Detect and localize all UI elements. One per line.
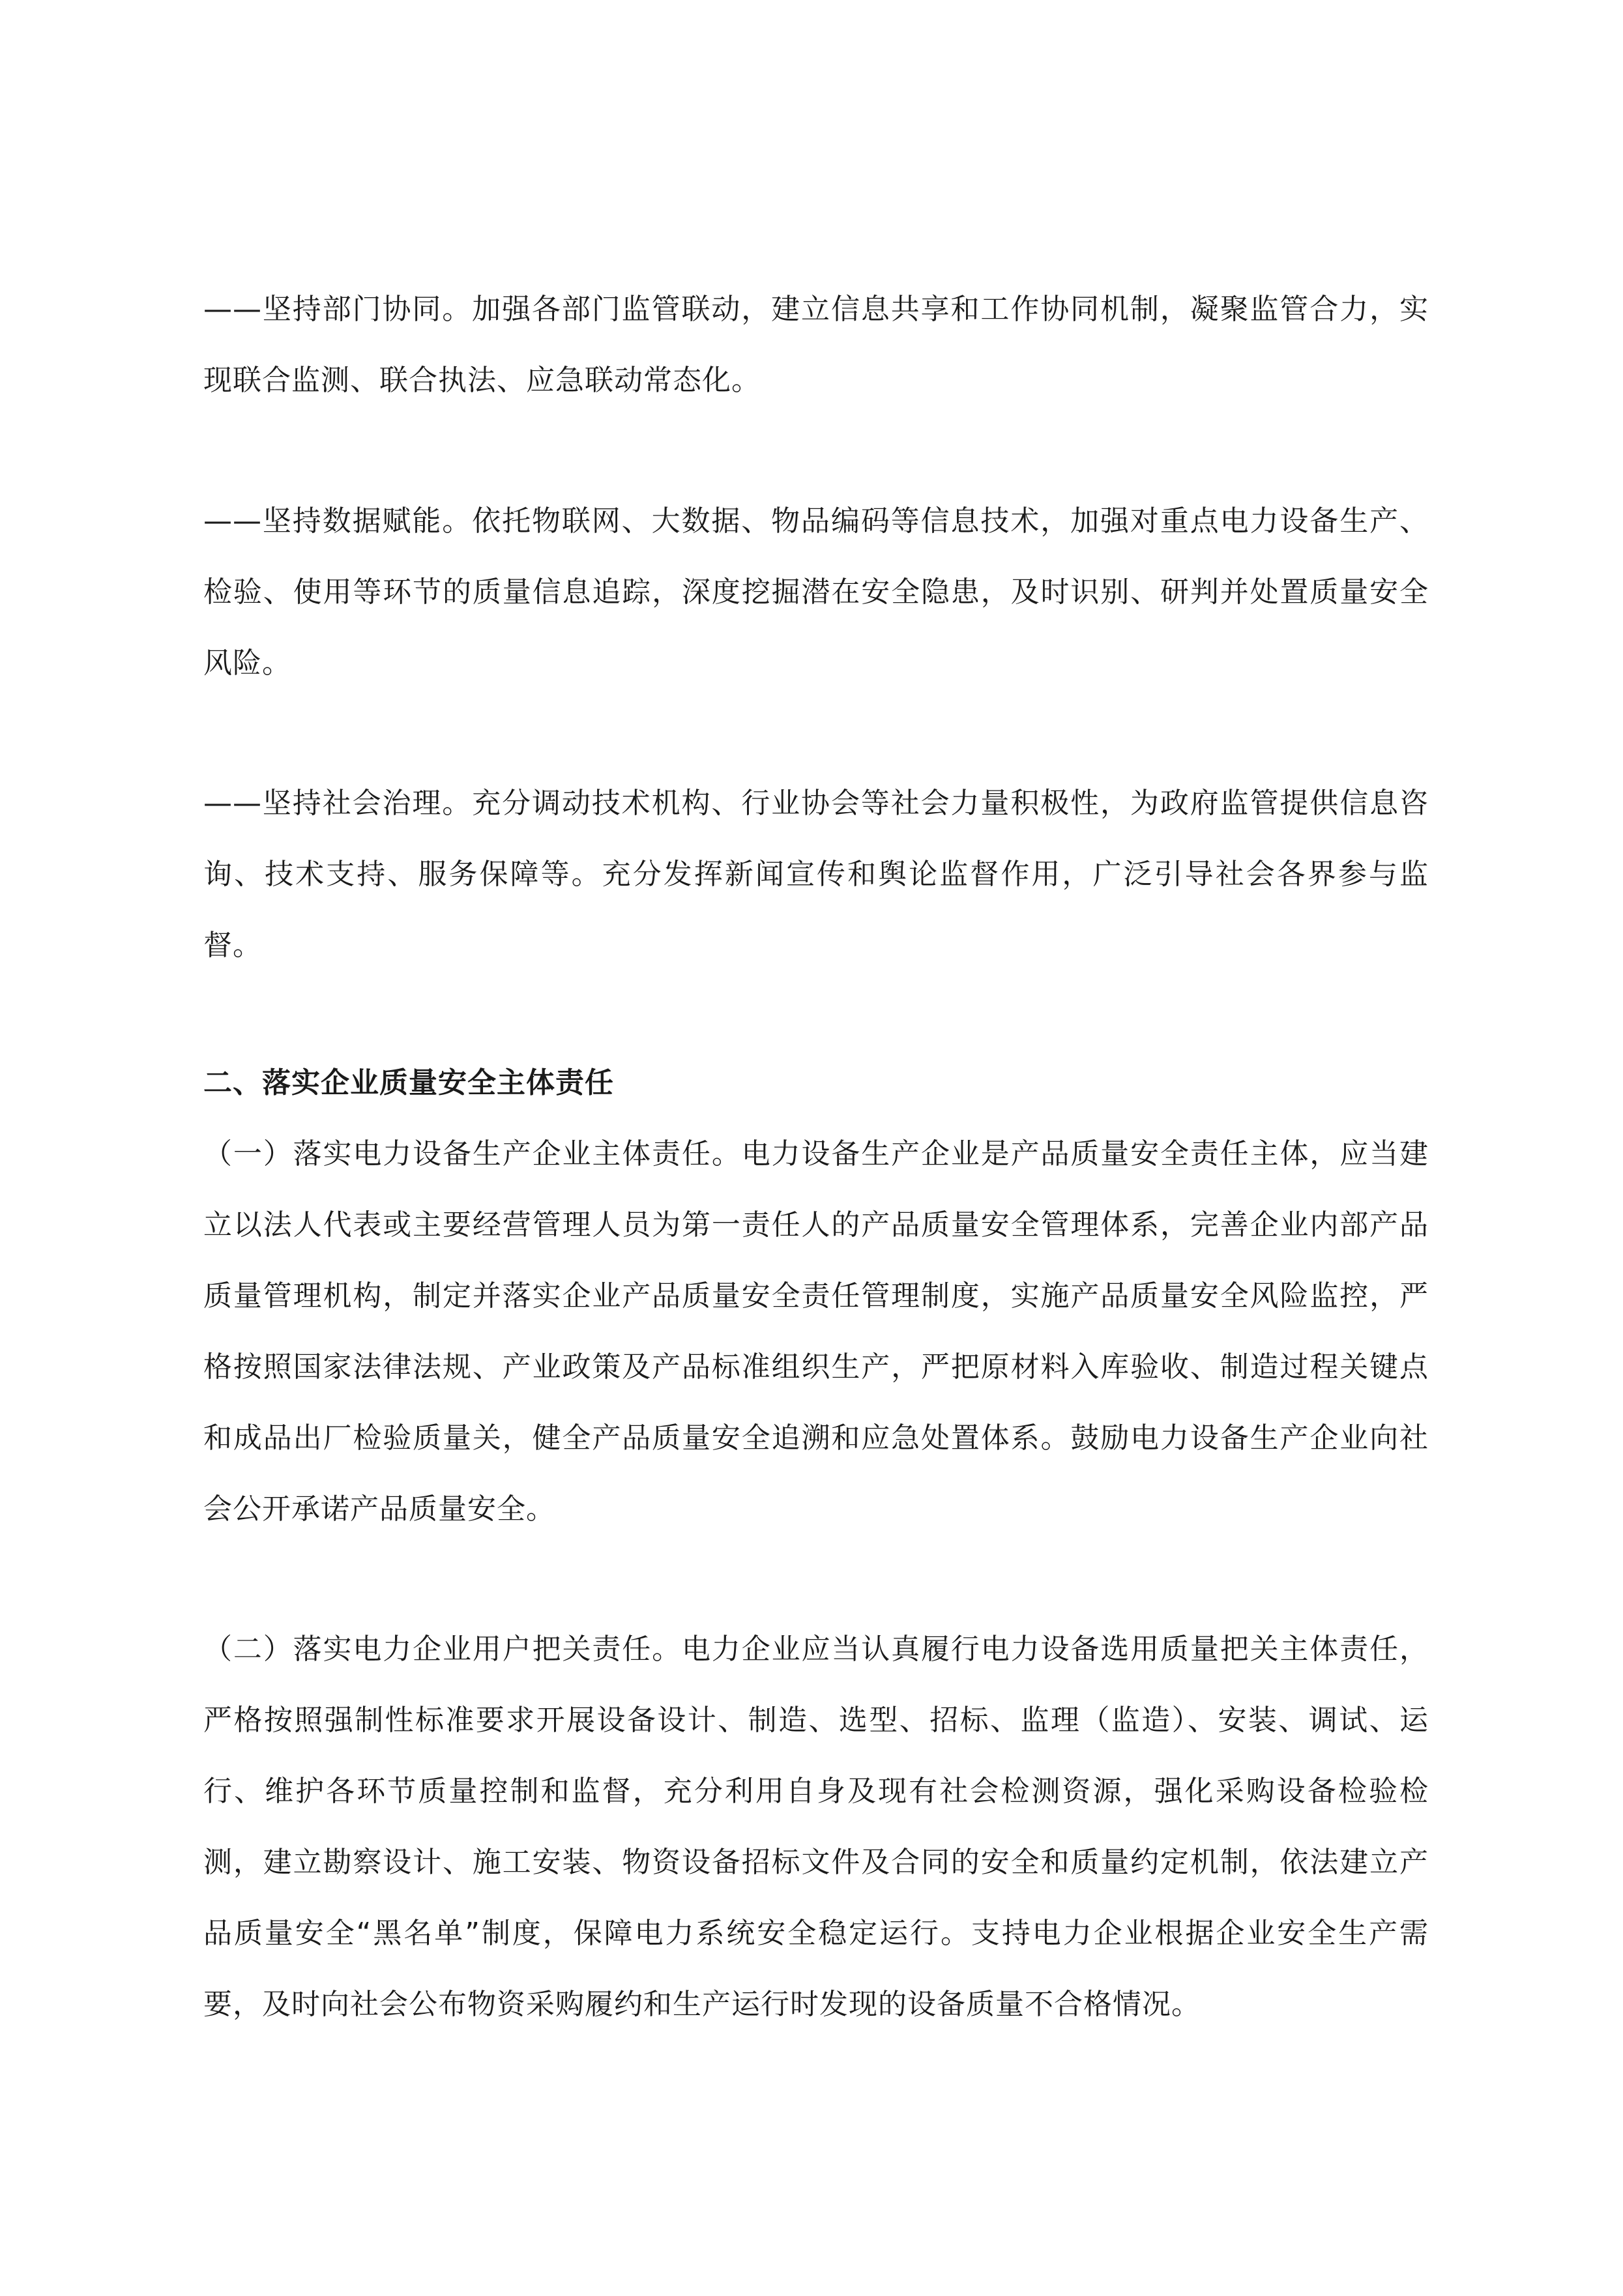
principle-paragraph-social-governance: ——坚持社会治理。充分调动技术机构、行业协会等社会力量积极性，为政府监管提供信息咨询、技术支持、服务保障等。充分发挥新闻宣传和舆论监督作用，广泛引导社会各界参与监督。 (203, 787, 1429, 962)
principle-paragraph-data-empowerment: ——坚持数据赋能。依托物联网、大数据、物品编码等信息技术，加强对重点电力设备生产、检验、使用等环节的质量信息追踪，深度挖掘潜在安全隐患，及时识别、研判并处置质量安全风险。 (203, 504, 1429, 680)
section-heading: 二、落实企业质量安全主体责任 (203, 1066, 614, 1099)
section-paragraph-manufacturer-responsibility: （一）落实电力设备生产企业主体责任。电力设备生产企业是产品质量安全责任主体，应当建立以法人代表或主要经营管理人员为第一责任人的产品质量安全管理体系，完善企业内部产品质量管理机构，制定并落实企业产品质量安全责任管理制度，实施产品质量安全风险监控，严格按照国家法律法规、产业政策及产品标准组织生产，严把原材料入库验收、制造过程关键点和成品出厂检验质量关，健全产品质量安全追溯和应急处置体系。鼓励电力设备生产企业向社会公开承诺产品质量安全。 (203, 1137, 1429, 1526)
document-body (203, 274, 1429, 2040)
principle-paragraph-department-coordination: ——坚持部门协同。加强各部门监管联动，建立信息共享和工作协同机制，凝聚监管合力，实现联合监测、联合执法、应急联动常态化。 (203, 293, 1429, 397)
section-paragraph-power-enterprise-responsibility: （二）落实电力企业用户把关责任。电力企业应当认真履行电力设备选用质量把关主体责任，严格按照强制性标准要求开展设备设计、制造、选型、招标、监理（监造）、安装、调试、运行、维护各环节质量控制和监督，充分利用自身及现有社会检测资源，强化采购设备检验检测，建立勘察设计、施工安装、物资设备招标文件及合同的安全和质量约定机制，依法建立产品质量安全“黑名单”制度，保障电力系统安全稳定运行。支持电力企业根据企业安全生产需要，及时向社会公布物资采购履约和生产运行时发现的设备质量不合格情况。 (203, 1633, 1429, 2021)
